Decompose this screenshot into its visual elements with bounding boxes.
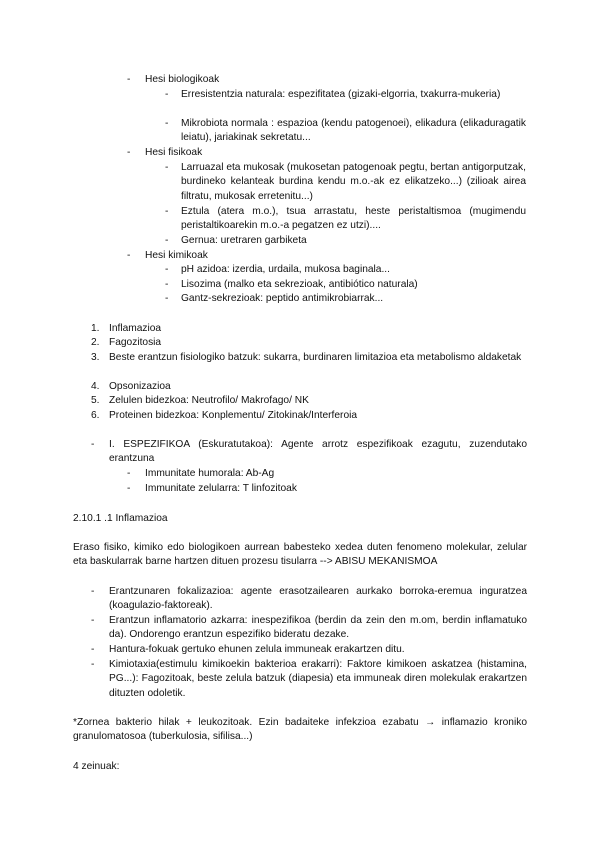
bullet-dash: - xyxy=(165,279,169,290)
closing-line: 4 zeinuak: xyxy=(73,761,120,772)
list-item: pH azidoa: izerdia, urdaila, mukosa baginala... xyxy=(181,264,390,275)
list-item: Gernua: uretraren garbiketa xyxy=(181,235,307,246)
list-item: Kimiotaxia(estimulu kimikoekin bakterioa erakarri): Faktore kimikoen askatzea (histamina, PG...): Fagozitoak, beste zelula batzuk (diapesia) eta immuneak diren molekulak erakartzen dituzten odoletik. xyxy=(109,659,527,699)
bullet-dash: - xyxy=(165,118,169,129)
list-number: 4. xyxy=(91,381,100,392)
list-number: 3. xyxy=(91,352,100,363)
bullet-dash: - xyxy=(165,162,169,173)
bullet-dash: - xyxy=(127,468,131,479)
bullet-dash: - xyxy=(91,615,95,626)
bullet-dash: - xyxy=(165,293,169,304)
list-number: 1. xyxy=(91,323,100,334)
list-item: Mikrobiota normala : espazioa (kendu patogenoei), elikadura (elikaduragatik leiatu), jariakinak sekretatu... xyxy=(181,118,526,144)
espezifikoa-text: I. ESPEZIFIKOA (Eskuratutakoa): Agente arrotz espezifikoak ezagutu, zuzendutako erantzuna xyxy=(109,439,527,465)
bullet-dash: - xyxy=(91,439,95,450)
list-item: Gantz-sekrezioak: peptido antimikrobiarrak... xyxy=(181,293,384,304)
list-number: 2. xyxy=(91,337,100,348)
note-paragraph: *Zornea bakterio hilak + leukozitoak. Ezin badaiteke infekzioa ezabatu → inflamazio kroniko granulomatosoa (tuberkulosia, sifilisa...) xyxy=(73,717,527,743)
bullet-dash: - xyxy=(165,235,169,246)
bullet-dash: - xyxy=(165,206,169,217)
list-item: Eztula (atera m.o.), tsua arrastatu, heste peristaltismoa (mugimendu peristaltikoarekin m.o.-a pegatzen ez utzi).... xyxy=(181,206,526,232)
intro-paragraph: Eraso fisiko, kimiko edo biologikoen aurrean babesteko xedea duten fenomeno molekular, zelular eta baskularrak barne hartzen dituen prozesu tisularra --> ABISU MEKANISMOA xyxy=(73,542,527,568)
bullet-dash: - xyxy=(91,659,95,670)
list-item: Hantura-fokuak gertuko ehunen zelula immuneak erakartzen ditu. xyxy=(109,644,405,655)
list-item: Opsonizazioa xyxy=(109,381,171,392)
list-item: Fagozitosia xyxy=(109,337,162,348)
list-number: 5. xyxy=(91,395,100,406)
list-item: Immunitate humorala: Ab-Ag xyxy=(145,468,275,479)
hesi-fisikoak-title: Hesi fisikoak xyxy=(145,147,203,158)
bullet-dash: - xyxy=(91,586,95,597)
list-item: Inflamazioa xyxy=(109,323,162,334)
list-item: Larruazal eta mukosak (mukosetan patogenoak pegtu, bertan antigorputzak, burdineko kelanteak burdina kendu m.o.-ak ez elikatzeko...) (zilioak airea filtratu, mukosak erretenitu...) xyxy=(181,162,526,202)
list-number: 6. xyxy=(91,410,100,421)
hesi-kimikoak-title: Hesi kimikoak xyxy=(145,250,208,261)
bullet-dash: - xyxy=(127,483,131,494)
bullet-dash: - xyxy=(165,264,169,275)
bullet-dash: - xyxy=(165,89,169,100)
bullet-dash: - xyxy=(127,147,131,158)
list-item: Beste erantzun fisiologiko batzuk: sukarra, burdinaren limitazioa eta metabolismo aldaketak xyxy=(109,352,522,363)
list-item: Proteinen bidezkoa: Konplementu/ Zitokinak/Interferoia xyxy=(109,410,358,421)
bullet-dash: - xyxy=(127,250,131,261)
list-item: Erantzun inflamatorio azkarra: inespezifikoa (berdin da zein den m.om, berdin inflamatuko da). Ondorengo erantzun espezifiko bideratu dezake. xyxy=(109,615,527,641)
hesi-biologikoak-title: Hesi biologikoak xyxy=(145,74,220,85)
list-item: Lisozima (malko eta sekrezioak, antibiótico naturala) xyxy=(181,279,418,290)
section-heading: 2.10.1 .1 Inflamazioa xyxy=(73,513,168,524)
bullet-dash: - xyxy=(127,74,131,85)
list-item: Immunitate zelularra: T linfozitoak xyxy=(145,483,297,494)
list-item: Erantzunaren fokalizazioa: agente erasotzailearen aurkako borroka-eremua inguratzea (koagulazio-faktoreak). xyxy=(109,586,527,612)
bullet-dash: - xyxy=(91,644,95,655)
list-item: Erresistentzia naturala: espezifitatea (gizaki-elgorria, txakurra-mukeria) xyxy=(181,89,501,100)
list-item: Zelulen bidezkoa: Neutrofilo/ Makrofago/ NK xyxy=(109,395,309,406)
